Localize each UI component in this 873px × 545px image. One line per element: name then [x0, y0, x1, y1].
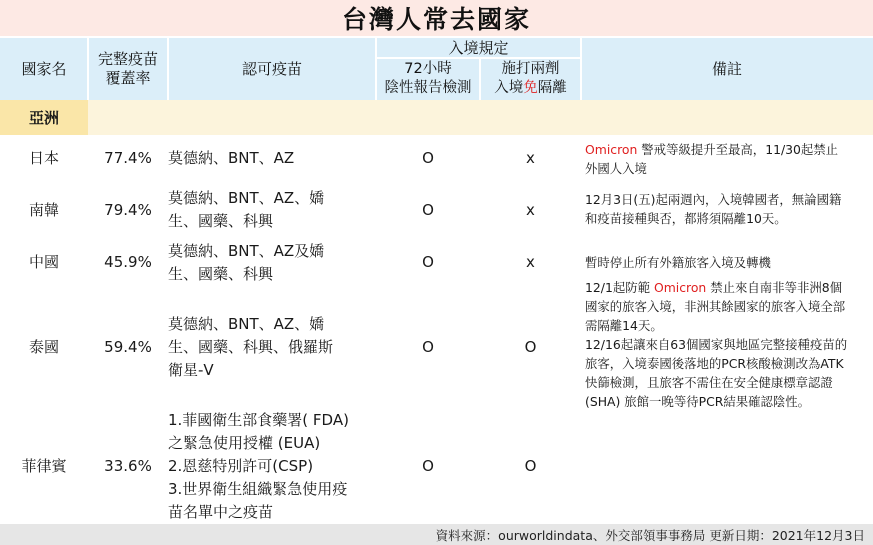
- notes-lines: [585, 140, 838, 178]
- test-required-mark: O: [422, 457, 434, 475]
- vaccines-line: 苗名單中之疫苗: [168, 503, 274, 521]
- notes-line: [585, 373, 847, 392]
- coverage-cell: 33.6%: [104, 457, 152, 475]
- coverage-cell: 77.4%: [104, 149, 152, 167]
- notes-highlight: Omicron: [585, 141, 638, 157]
- notes-text: 警戒等級提升至最高，11/30起禁止: [637, 141, 839, 157]
- notes-text: 12月3日(五)起兩週內，入境韓國者，無論國籍: [585, 192, 842, 207]
- notes-line: [585, 159, 838, 178]
- vaccines-cell: [168, 137, 376, 180]
- notes-lines: [585, 278, 847, 411]
- notes-text: 12/1起防範: [585, 279, 654, 295]
- header-test-line1: 72小時: [404, 61, 452, 77]
- header-quarantine-line1: 施打兩劑: [501, 61, 560, 77]
- country-name-cell: 泰國: [28, 338, 59, 356]
- region-row: [0, 100, 873, 135]
- test-required-mark: O: [422, 200, 434, 219]
- notes-cell: [585, 278, 871, 410]
- coverage-cell: 45.9%: [104, 253, 152, 271]
- notes-line: [585, 190, 841, 209]
- coverage-cell: 79.4%: [104, 200, 152, 219]
- vaccines-line: 莫德納、BNT、AZ: [168, 149, 295, 167]
- quarantine-exempt-mark: x: [526, 149, 535, 167]
- notes-cell: [585, 137, 871, 180]
- notes-text: 旅客，入境泰國後落地的PCR核酸檢測改為ATK: [585, 355, 844, 371]
- coverage-cell: 59.4%: [104, 338, 152, 356]
- vaccines-line: 莫德納、BNT、AZ、嬌: [168, 189, 325, 207]
- header-notes: [581, 38, 873, 100]
- vaccines-lines: [168, 147, 294, 170]
- notes-text: 快篩檢測，且旅客不需住在安全健康標章認證: [585, 374, 833, 390]
- vaccines-cell: [168, 410, 376, 523]
- country-name-cell: 中國: [28, 253, 59, 271]
- notes-line: [585, 209, 841, 228]
- header-divider: [580, 38, 582, 100]
- vaccines-line: 之緊急使用授權 (EUA): [168, 434, 321, 452]
- vaccines-line: 3.世界衛生組織緊急使用疫: [168, 480, 348, 498]
- vaccines-line: 1.菲國衛生部食藥署( FDA): [168, 411, 349, 429]
- vaccines-cell: [168, 240, 376, 285]
- notes-highlight: Omicron: [653, 279, 707, 295]
- vaccines-lines: [168, 187, 324, 233]
- header-coverage: [88, 38, 168, 100]
- notes-text: 外國人入境: [585, 160, 647, 176]
- header-quarantine-exempt: 免: [523, 80, 538, 96]
- header-divider: [167, 38, 169, 100]
- header-quarantine-isolation: 隔離: [537, 80, 567, 96]
- region-label: 亞洲: [0, 100, 88, 135]
- header-divider: [479, 58, 481, 100]
- vaccines-lines: [168, 240, 324, 286]
- header-test-line2: 陰性報告檢測: [384, 80, 472, 96]
- notes-cell: [585, 181, 871, 237]
- country-name-cell: 南韓: [28, 200, 59, 219]
- header-vaccines: [168, 38, 376, 100]
- notes-cell: [585, 248, 871, 276]
- header-country-label: 國家名: [21, 59, 67, 78]
- test-required-mark: O: [422, 149, 434, 167]
- header-divider: [376, 57, 581, 59]
- header-coverage-line2: 覆蓋率: [105, 69, 151, 87]
- quarantine-exempt-mark: x: [526, 200, 535, 219]
- country-name-cell: 日本: [28, 149, 59, 167]
- header-quarantine-line2: [494, 79, 567, 98]
- notes-line: [585, 140, 838, 159]
- vaccines-line: 莫德納、BNT、AZ、嬌: [168, 315, 325, 333]
- notes-lines: [585, 253, 771, 272]
- notes-lines: [585, 190, 841, 228]
- notes-line: [585, 335, 847, 354]
- source-footer: 資料來源：ourworldindata、外交部領事事務局 更新日期：2021年12月3日: [0, 524, 873, 545]
- vaccines-line: 衛星-V: [168, 361, 214, 379]
- vaccines-line: 莫德納、BNT、AZ及嬌: [168, 241, 325, 260]
- header-quarantine: [480, 58, 581, 100]
- header-notes-label: 備註: [711, 59, 742, 78]
- vaccines-cell: [168, 180, 376, 240]
- header-country: [0, 38, 88, 100]
- header-entry-rules: [376, 38, 581, 58]
- header-quarantine-entry: 入境: [494, 80, 524, 96]
- notes-text: 禁止來自南非等非洲8個: [706, 279, 843, 295]
- header-test: [376, 58, 480, 100]
- notes-text: 需隔離14天。: [585, 317, 663, 333]
- vaccines-line: 生、國藥、科興、俄羅斯: [168, 338, 334, 356]
- test-required-mark: O: [422, 253, 434, 271]
- country-name-cell: 菲律賓: [21, 457, 67, 475]
- notes-line: [585, 278, 847, 297]
- test-required-mark: O: [422, 338, 434, 356]
- vaccines-lines: [168, 313, 333, 382]
- quarantine-exempt-mark: O: [524, 457, 537, 475]
- vaccines-line: 生、國藥、科興: [168, 264, 274, 283]
- header-entry-rules-label: 入境規定: [448, 38, 509, 57]
- notes-text: 暫時停止所有外籍旅客入境及轉機: [585, 254, 771, 270]
- vaccines-line: 生、國藥、科興: [168, 212, 274, 230]
- vaccines-cell: [168, 285, 376, 410]
- quarantine-exempt-mark: O: [524, 338, 537, 356]
- vaccines-line: 2.恩慈特別許可(CSP): [168, 457, 314, 475]
- notes-line: [585, 297, 847, 316]
- quarantine-exempt-mark: x: [526, 253, 535, 271]
- header-coverage-line1: 完整疫苗: [97, 50, 158, 68]
- header-vaccines-label: 認可疫苗: [241, 59, 302, 78]
- notes-text: 和疫苗接種與否，都將須隔離10天。: [585, 211, 787, 226]
- header-divider: [87, 38, 89, 100]
- notes-text: 國家的旅客入境，非洲其餘國家的旅客入境全部: [585, 298, 846, 314]
- page-title: 台灣人常去國家: [0, 0, 873, 36]
- notes-line: [585, 316, 847, 335]
- notes-text: 12/16起讓來自63個國家與地區完整接種疫苗的: [585, 336, 848, 352]
- notes-line: [585, 392, 847, 411]
- header-divider: [375, 38, 377, 100]
- notes-text: (SHA) 旅館一晚等待PCR結果確認陰性。: [585, 393, 811, 409]
- notes-line: [585, 354, 847, 373]
- notes-line: [585, 253, 771, 272]
- vaccines-lines: [168, 409, 349, 524]
